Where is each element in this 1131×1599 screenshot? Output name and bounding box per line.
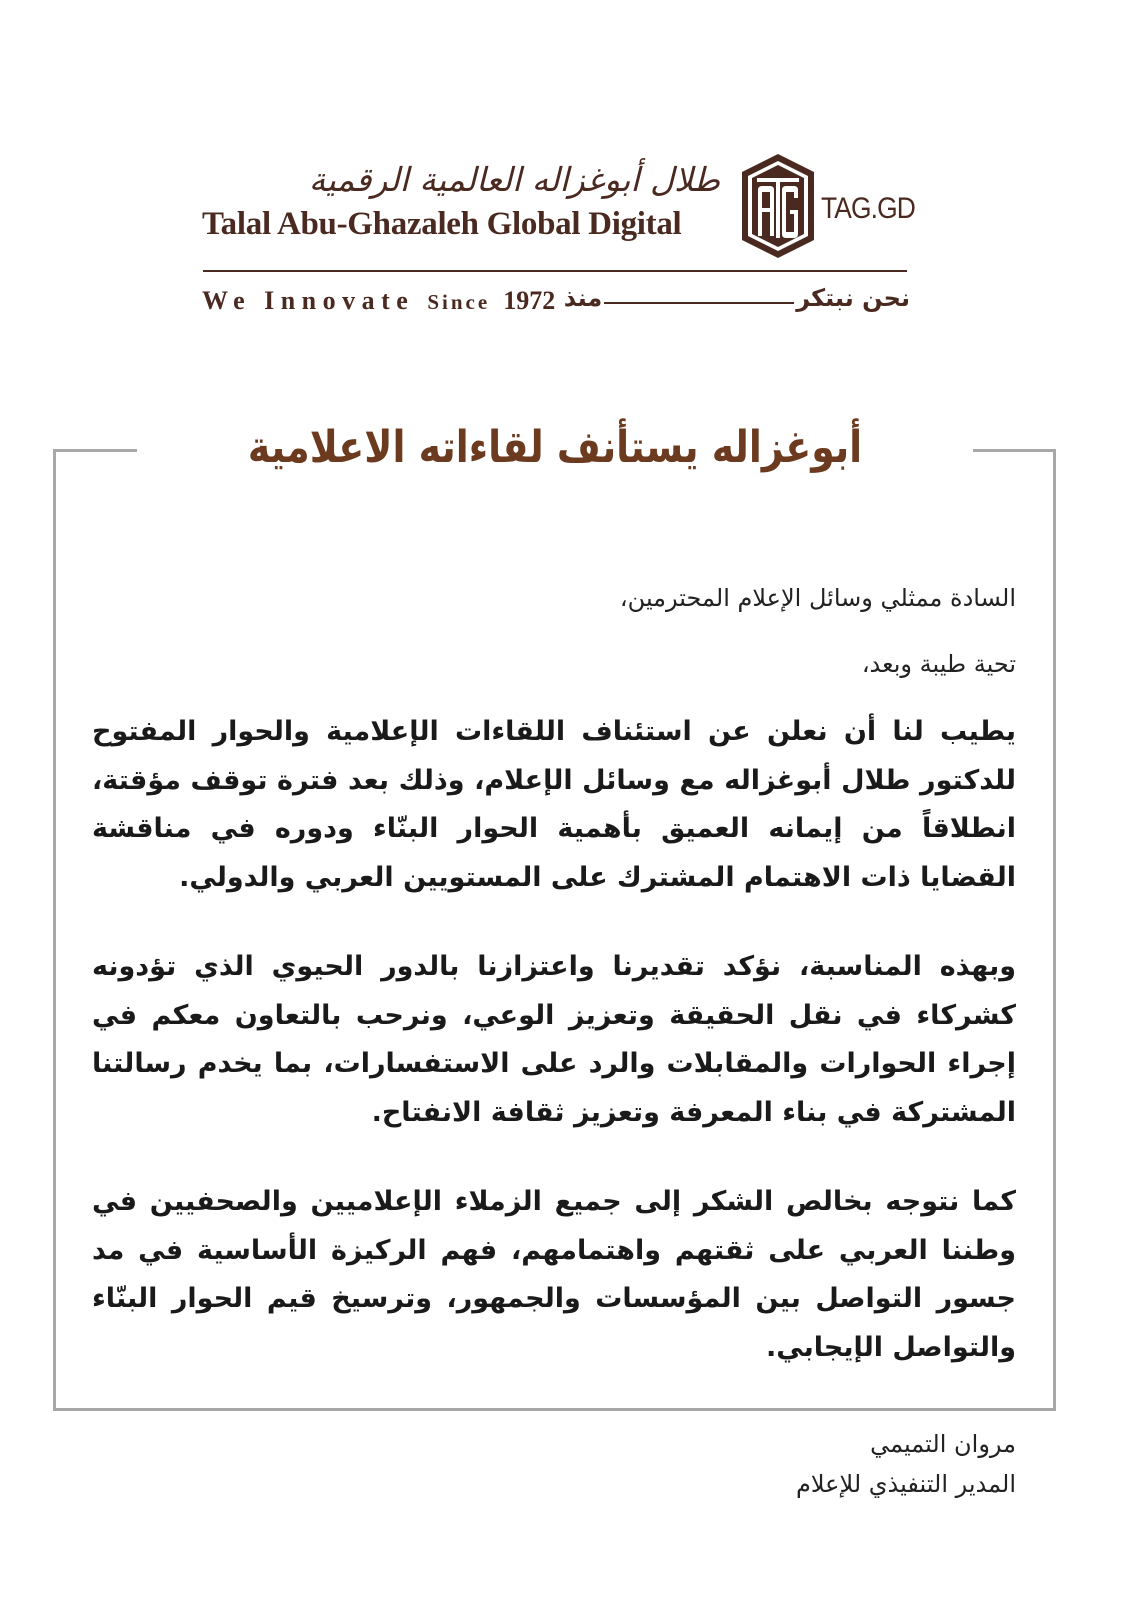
brand-short-name: TAG.GD — [821, 192, 915, 225]
tagline-part: We Innovate — [202, 286, 415, 315]
letter-body — [92, 578, 1016, 1504]
tagline-arabic — [564, 284, 910, 312]
company-logo — [200, 150, 915, 320]
signatory-title: المدير التنفيذي للإعلام — [796, 1470, 1016, 1498]
logo-english-name: Talal Abu-Ghazaleh Global Digital — [202, 206, 682, 242]
salutation: السادة ممثلي وسائل الإعلام المحترمين، — [619, 584, 1016, 612]
tagline-part: Since — [427, 290, 491, 314]
tagline-english — [202, 286, 555, 316]
logo-arabic-name: طلال أبوغزاله العالمية الرقمية — [308, 160, 720, 199]
header-divider — [203, 270, 907, 272]
tagline-kashida — [604, 302, 794, 304]
frame-border-top-left — [53, 449, 137, 452]
signatory-name: مروان التميمي — [870, 1430, 1016, 1458]
tag-emblem-icon — [740, 152, 816, 260]
greeting: تحية طيبة وبعد، — [861, 650, 1016, 678]
tagline-arabic-start: نحن نبتكر — [796, 284, 910, 312]
tagline-year: 1972 — [503, 286, 556, 315]
tagline-arabic-end: منذ — [563, 284, 603, 312]
paragraph: يطيب لنا أن نعلن عن استئناف اللقاءات الإعلامية والحوار المفتوح للدكتور طلال أبوغزاله مع وسائل الإعلام، وذلك بعد فترة توقف مؤقتة، انطلاقاً من إيمانه العميق بأهمية الحوار البنّاء ودوره في مناقشة القضايا ذات الاهتمام المشترك على المستويين العربي والدولي. — [92, 716, 1016, 893]
frame-border-top-right — [973, 449, 1056, 452]
frame-border-right — [1053, 449, 1056, 1411]
paragraph: وبهذه المناسبة، نؤكد تقديرنا واعتزازنا بالدور الحيوي الذي تؤدونه كشركاء في نقل الحقيقة وتعزيز الوعي، ونرحب بالتعاون معكم في إجراء الحوارات والمقابلات والرد على الاستفسارات، بما يخدم رسالتنا المشتركة في بناء المعرفة وتعزيز ثقافة الانفتاح. — [92, 951, 1016, 1128]
frame-border-left — [53, 449, 56, 1411]
document-title: أبوغزاله يستأنف لقاءاته الاعلامية — [247, 422, 863, 473]
paragraph: كما نتوجه بخالص الشكر إلى جميع الزملاء الإعلاميين والصحفيين في وطننا العربي على ثقتهم واهتمامهم، فهم الركيزة الأساسية في مد جسور التواصل بين المؤسسات والجمهور، وترسيخ قيم الحوار البنّاء والتواصل الإيجابي. — [92, 1186, 1016, 1363]
